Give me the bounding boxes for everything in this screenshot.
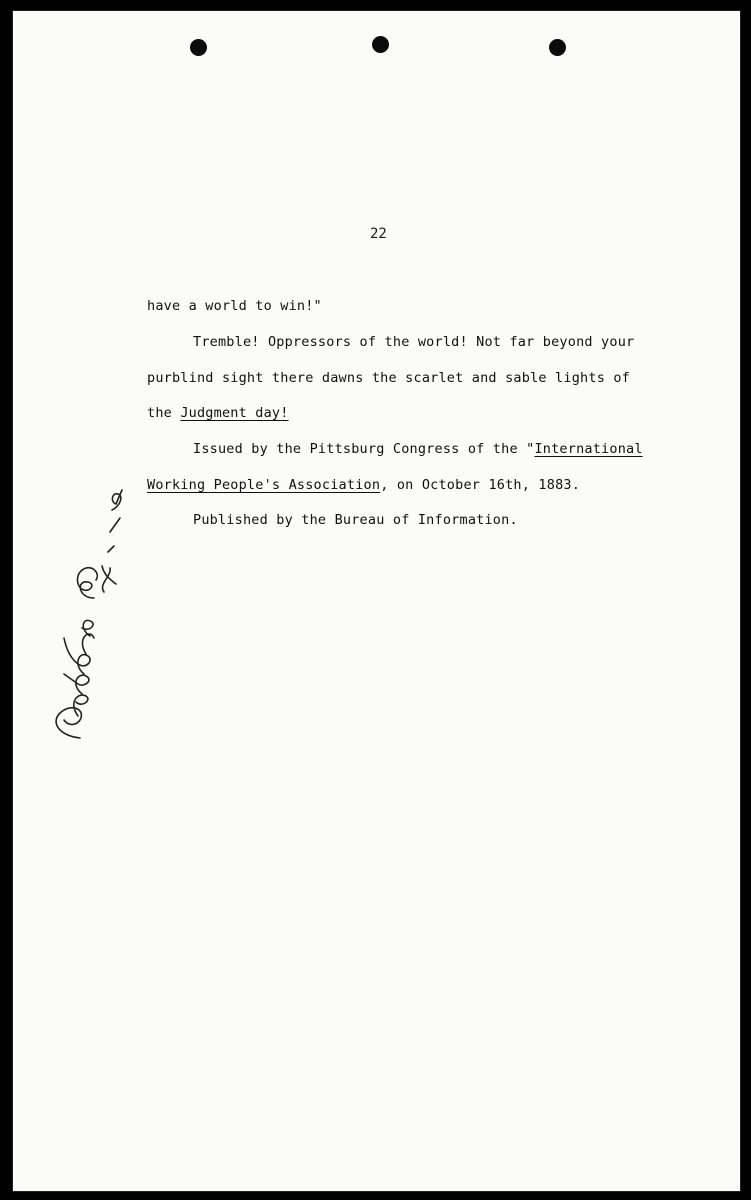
text-international: International [534, 441, 643, 457]
edge-mark [0, 905, 6, 919]
text-judgment-day: Judgment day! [180, 405, 289, 421]
punch-hole-icon [549, 39, 566, 56]
text-line-4 [147, 405, 289, 421]
text-line-6 [147, 477, 580, 493]
text-line-3: purblind sight there dawns the scarlet and sable lights of [147, 370, 631, 386]
text-association-name: Working People's Association [147, 477, 381, 493]
text-line-5 [193, 441, 643, 457]
text-issued-by: Issued by the Pittsburg Congress of the " [193, 441, 535, 457]
text-line-2: Tremble! Oppressors of the world! Not far beyond your [193, 334, 635, 350]
text-line-7: Published by the Bureau of Information. [193, 512, 518, 528]
punch-hole-icon [372, 36, 389, 53]
text-line-1: have a world to win!" [147, 298, 322, 314]
text-the: the [147, 405, 172, 421]
handwritten-annotation [20, 488, 130, 748]
punch-hole-icon [190, 39, 207, 56]
annotation-text: People Ex-19 [20, 488, 26, 489]
page-number: 22 [370, 226, 387, 242]
text-date: , on October 16th, 1883. [380, 477, 581, 493]
